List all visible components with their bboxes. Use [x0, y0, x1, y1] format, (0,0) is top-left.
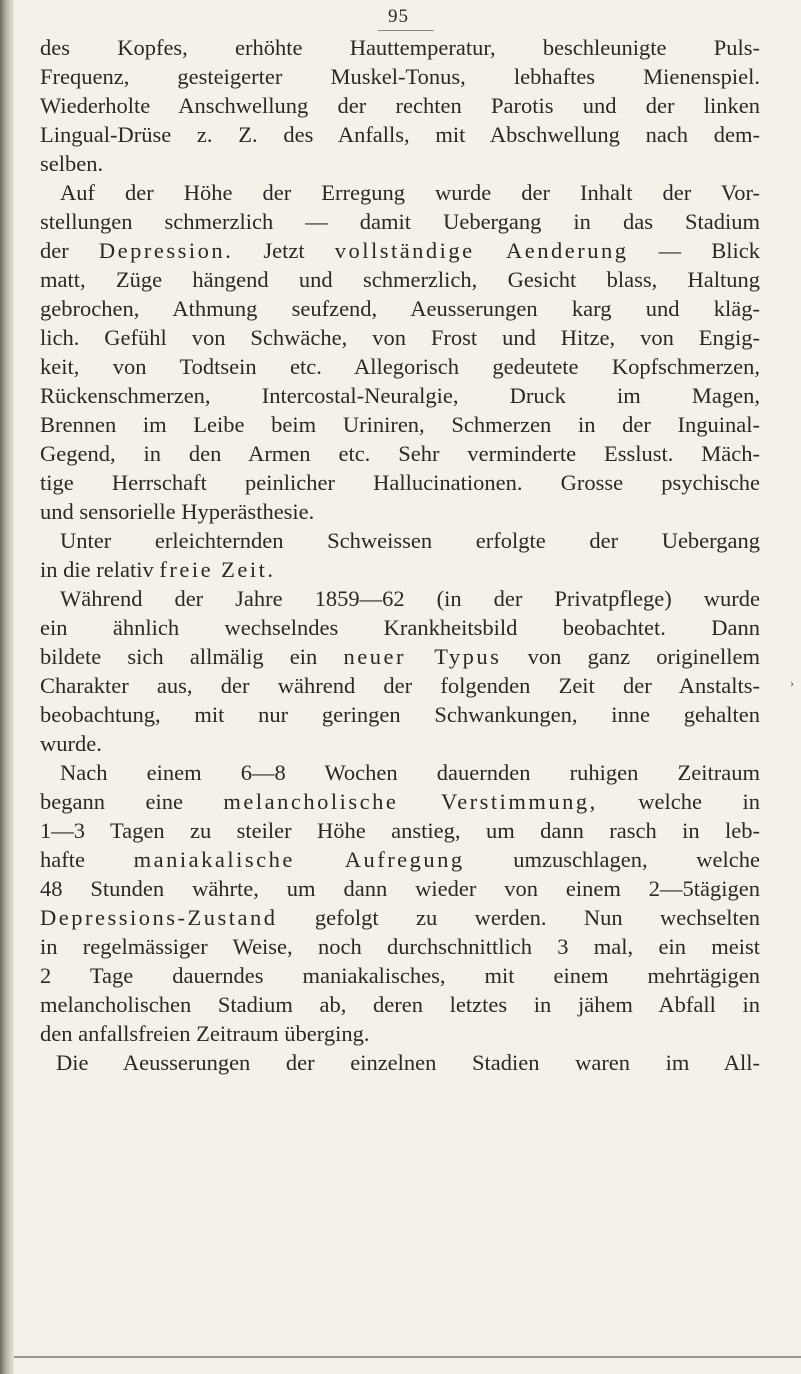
emphasis-vollstaendige-aenderung: vollständige Aenderung — [334, 238, 629, 263]
paragraph-start: Während der Jahre 1859—62 (in der Privatpflege) wurde — [60, 586, 760, 611]
text-line: tige Herrschaft peinlicher Hallucinationen. Grosse psychische — [40, 470, 760, 495]
emphasis-melancholische-verstimmung: melancholische Verstimmung, — [223, 789, 598, 814]
emphasis-depression: Depression. — [98, 238, 234, 263]
paragraph-start: Nach einem 6—8 Wochen dauernden ruhigen Zeitraum — [60, 760, 760, 785]
text-line: den anfallsfreien Zeitraum überging. — [40, 1021, 370, 1046]
emphasis-neuer-typus: neuer Typus — [343, 644, 502, 669]
text-line: der Depression. Jetzt vollständige Aenderung — Blick — [40, 238, 760, 263]
text-line: Depressions-Zustand gefolgt zu werden. Nun wechselten — [40, 905, 760, 930]
text-line: wurde. — [40, 731, 102, 756]
text-line: in die relativ freie Zeit. — [40, 557, 276, 582]
text-line: und sensorielle Hyperästhesie. — [40, 499, 315, 524]
text-line: ein ähnlich wechselndes Krankheitsbild beobachtet. Dann — [40, 615, 760, 640]
text-line: Charakter aus, der während der folgenden Zeit der Anstalts- — [40, 673, 760, 698]
paragraph-start: Die Aeusserungen der einzelnen Stadien waren im All- — [56, 1050, 760, 1075]
text-line: Rückenschmerzen, Intercostal-Neuralgie, Druck im Magen, — [40, 383, 760, 408]
emphasis-maniakalische-aufregung: maniakalische Aufregung — [133, 847, 465, 872]
text-line: selben. — [40, 151, 104, 176]
text-line: 1—3 Tagen zu steiler Höhe anstieg, um dann rasch in leb- — [40, 818, 760, 843]
text-line: keit, von Todtsein etc. Allegorisch gedeutete Kopfschmerzen, — [40, 354, 760, 379]
text-line: stellungen schmerzlich — damit Uebergang in das Stadium — [40, 209, 760, 234]
text-line: des Kopfes, erhöhte Hauttemperatur, beschleunigte Puls- — [40, 35, 760, 60]
paragraph-start: Unter erleichternden Schweissen erfolgte der Uebergang — [60, 528, 760, 553]
text-line: bildete sich allmälig ein neuer Typus von ganz originellem — [40, 644, 760, 669]
text-line: Wiederholte Anschwellung der rechten Parotis und der linken — [40, 93, 760, 118]
page-number: 95 — [388, 6, 409, 27]
page-binding-edge — [0, 0, 14, 1374]
margin-mark: › — [790, 676, 794, 690]
text-line: begann eine melancholische Verstimmung, welche in — [40, 789, 760, 814]
paragraph-start: Auf der Höhe der Erregung wurde der Inhalt der Vor- — [60, 180, 760, 205]
page-number-underline — [378, 30, 434, 31]
text-line: beobachtung, mit nur geringen Schwankungen, inne gehalten — [40, 702, 760, 727]
text-line: Brennen im Leibe beim Uriniren, Schmerzen in der Inguinal- — [40, 412, 760, 437]
text-line: matt, Züge hängend und schmerzlich, Gesicht blass, Haltung — [40, 267, 760, 292]
text-line: hafte maniakalische Aufregung umzuschlagen, welche — [40, 847, 760, 872]
body-text — [40, 33, 760, 1077]
text-line: gebrochen, Athmung seufzend, Aeusserungen karg und kläg- — [40, 296, 760, 321]
text-line: Gegend, in den Armen etc. Sehr verminderte Esslust. Mäch- — [40, 441, 760, 466]
text-line: 48 Stunden währte, um dann wieder von einem 2—5tägigen — [40, 876, 760, 901]
text-line: lich. Gefühl von Schwäche, von Frost und Hitze, von Engig- — [40, 325, 760, 350]
text-line: in regelmässiger Weise, noch durchschnittlich 3 mal, ein meist — [40, 934, 760, 959]
text-line: melancholischen Stadium ab, deren letztes in jähem Abfall in — [40, 992, 760, 1017]
text-line: Lingual-Drüse z. Z. des Anfalls, mit Abschwellung nach dem- — [40, 122, 760, 147]
emphasis-depressions-zustand: Depressions-Zustand — [40, 905, 278, 930]
emphasis-freie-zeit: freie Zeit. — [159, 557, 276, 582]
text-line: 2 Tage dauerndes maniakalisches, mit einem mehrtägigen — [40, 963, 760, 988]
text-line: Frequenz, gesteigerter Muskel-Tonus, lebhaftes Mienenspiel. — [40, 64, 760, 89]
page-bottom-edge — [14, 1356, 801, 1358]
